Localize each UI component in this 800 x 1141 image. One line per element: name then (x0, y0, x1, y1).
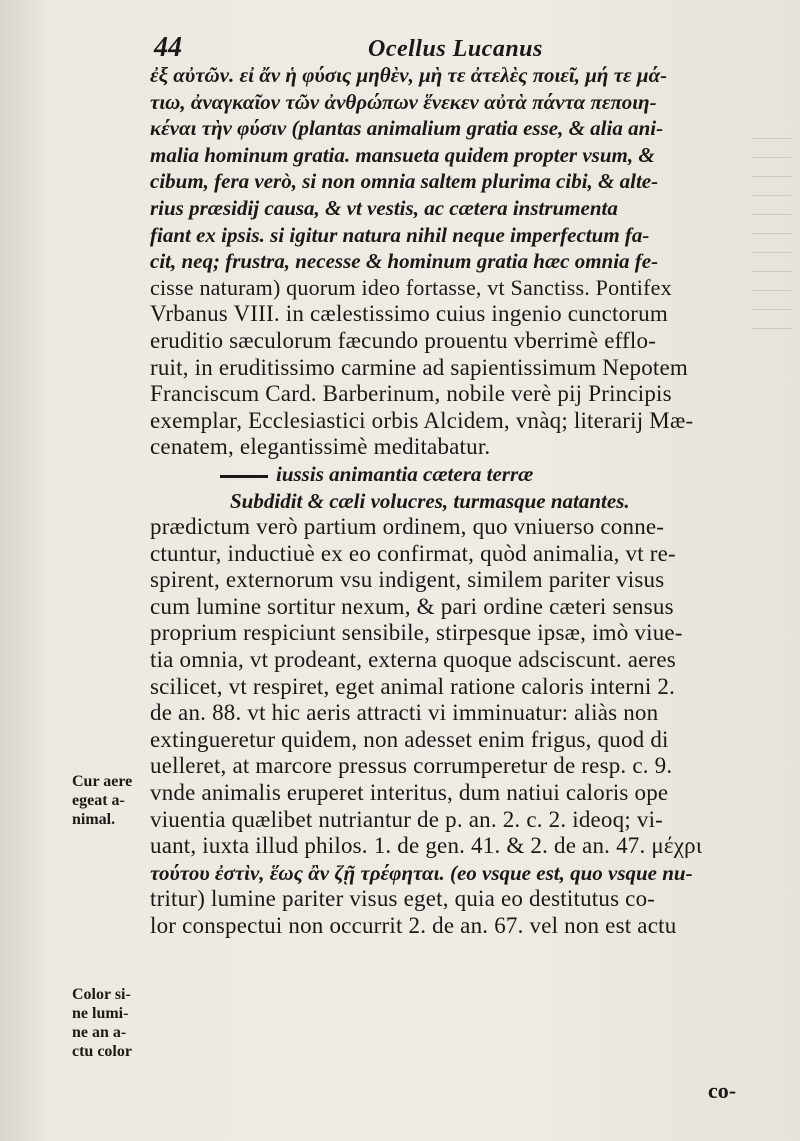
text-line: κέναι τὴν φύσιν (plantas animalium gratia esse, & alia ani- (150, 116, 664, 141)
text-line: cenatem, elegantissimè meditabatur. (150, 434, 491, 460)
text-line: ruit, in eruditissimo carmine ad sapientissimum Nepotem (150, 354, 688, 380)
text-line: cisse naturam) quorum ideo fortasse, vt Sanctiss. Pontifex (150, 274, 672, 300)
text-line: scilicet, vt respiret, eget animal ratione caloris interni 2. (150, 673, 676, 699)
catchword: co- (708, 1078, 737, 1103)
margin-note-line: Color si- (72, 986, 131, 1003)
text-line: fiant ex ipsis. si igitur natura nihil neque imperfectum fa- (150, 222, 650, 247)
text-line: de an. 88. vt hic aeris attracti vi imminuatur: aliàs non (150, 700, 659, 726)
verse-line (150, 461, 780, 488)
text-line: prædictum verò partium ordinem, quo vniuerso conne- (150, 514, 665, 540)
margin-note-line: ne an a- (72, 1024, 127, 1041)
verse-line: Subdidit & cæli volucres, turmasque natantes. (230, 488, 630, 513)
dash-rule (220, 475, 268, 478)
text-line: uant, iuxta illud philos. 1. de gen. 41. & 2. de an. 47. μέχρι (150, 833, 703, 859)
margin-note-color (72, 985, 154, 1061)
text-line: lor conspectui non occurrit 2. de an. 67. vel non est actu (150, 913, 677, 938)
text-line: cibum, fera verò, si non omnia saltem plurima cibi, & alte- (150, 169, 659, 194)
body-text (150, 62, 780, 940)
margin-note-line: ctu color (72, 1043, 132, 1060)
margin-note-line: nimal. (72, 811, 116, 828)
text-line: extingueretur quidem, non adesset enim frigus, quod di (150, 726, 669, 752)
margin-note-line: egeat a- (72, 792, 125, 809)
running-head: Ocellus Lucanus (368, 36, 543, 62)
text-line: Vrbanus VIII. in cælestissimo cuius ingenio cunctorum (150, 301, 668, 327)
text-line: rius præsidij causa, & vt vestis, ac cætera instrumenta (150, 195, 618, 220)
verse-text: iussis animantia cætera terræ (276, 461, 534, 486)
margin-note-aere (72, 772, 154, 829)
page-number: 44 (154, 32, 182, 63)
text-line: spirent, externorum vsu indigent, similem pariter visus (150, 567, 665, 593)
text-line: exemplar, Ecclesiastici orbis Alcidem, vnàq; literarij Mæ- (150, 407, 694, 433)
text-line: proprium respiciunt sensibile, stirpesque ipsæ, imò viue- (150, 620, 683, 646)
text-line: ctuntur, inductiuè ex eo confirmat, quòd animalia, vt re- (150, 540, 676, 566)
margin-note-line: ne lumi- (72, 1005, 129, 1022)
text-line: malia hominum gratia. mansueta quidem propter vsum, & (150, 142, 655, 167)
text-line: viuentia quælibet nutriantur de p. an. 2. c. 2. ideoq; vi- (150, 806, 664, 832)
text-line: tritur) lumine pariter visus eget, quia eo destitutus co- (150, 886, 656, 912)
text-line: Franciscum Card. Barberinum, nobile verè pij Principis (150, 381, 672, 407)
margin-note-line: Cur aere (72, 773, 133, 790)
text-line: ἐξ αὐτῶν. εἰ ἄν ἡ φύσις μηθὲν, μὴ τε ἀτελὲς ποιεῖ, μή τε μά- (150, 63, 668, 87)
text-line: cit, neq; frustra, necesse & hominum gratia hæc omnia fe- (150, 249, 659, 274)
text-line: eruditio sæculorum fæcundo prouentu vberrimè efflo- (150, 327, 657, 353)
text-line: cum lumine sortitur nexum, & pari ordine cæteri sensus (150, 593, 674, 619)
text-line: tia omnia, vt prodeant, externa quoque adsciscunt. aeres (150, 647, 676, 673)
text-line: τούτου ἐστὶν, ἕως ἂν ζῇ τρέφηται. (eo vsque est, quo vsque nu- (150, 860, 693, 885)
text-line: vnde animalis eruperet interitus, dum natiui caloris ope (150, 780, 669, 806)
text-line: uelleret, at marcore pressus corrumperetur de resp. c. 9. (150, 753, 673, 779)
text-line: τιω, ἀναγκαῖον τῶν ἀνθρώπων ἕνεκεν αὐτὰ πάντα πεποιη- (150, 89, 657, 114)
